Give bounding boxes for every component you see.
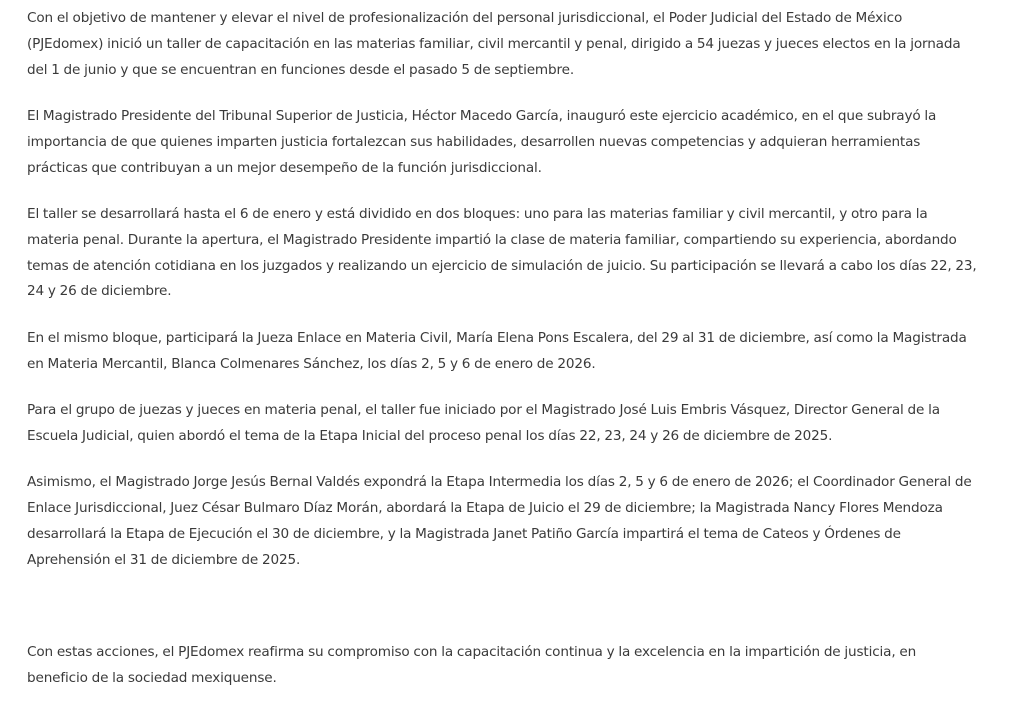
paragraph-civil-block: En el mismo bloque, participará la Jueza Enlace en Materia Civil, María Elena Pons Escalera, del 29 al 31 de diciembre, así como la Magistrada en Materia Mercantil, Blanca Colmenares Sánchez, los días 2, 5 y 6 de enero de 2026. (27, 329, 967, 372)
paragraph-inauguration: El Magistrado Presidente del Tribunal Superior de Justicia, Héctor Macedo García, inauguró este ejercicio académico, en el que subrayó la importancia de que quienes imparten justicia fortalezcan sus habilidades, desarrollen nuevas competencias y adquieran herramientas prácticas que contribuyan a un mejor desempeño de la función jurisdiccional. (27, 107, 937, 176)
paragraph-penal-stages: Asimismo, el Magistrado Jorge Jesús Bernal Valdés expondrá la Etapa Intermedia los días 2, 5 y 6 de enero de 2026; el Coordinador General de Enlace Jurisdiccional, Juez César Bulmaro Díaz Morán, abordará la Etapa de Juicio el 29 de diciembre; la Magistrada Nancy Flores Mendoza desarrollará la Etapa de Ejecución el 30 de diciembre, y la Magistrada Janet Patiño García impartirá el tema de Cateos y Órdenes de Aprehensión el 31 de diciembre de 2025. (27, 474, 972, 568)
paragraph-penal-group: Para el grupo de juezas y jueces en materia penal, el taller fue iniciado por el Magistrado José Luis Embris Vásquez, Director General de la Escuela Judicial, quien abordó el tema de la Etapa Inicial del proceso penal los días 22, 23, 24 y 26 de diciembre de 2025. (27, 401, 940, 444)
paragraph-spacer (27, 594, 977, 620)
article-body (27, 6, 977, 712)
paragraph-schedule: El taller se desarrollará hasta el 6 de enero y está dividido en dos bloques: uno para las materias familiar y civil mercantil, y otro para la materia penal. Durante la apertura, el Magistrado Presidente impartió la clase de materia familiar, compartiendo su experiencia, abordando temas de atención cotidiana en los juzgados y realizando un ejercicio de simulación de juicio. Su participación se llevará a cabo los días 22, 23, 24 y 26 de diciembre. (27, 205, 977, 300)
paragraph-intro: Con el objetivo de mantener y elevar el nivel de profesionalización del personal jurisdiccional, el Poder Judicial del Estado de México (PJEdomex) inició un taller de capacitación en las materias familiar, civil mercantil y penal, dirigido a 54 juezas y jueces electos en la jornada del 1 de junio y que se encuentran en funciones desde el pasado 5 de septiembre. (27, 10, 961, 78)
paragraph-closing: Con estas acciones, el PJEdomex reafirma su compromiso con la capacitación continua y la excelencia en la impartición de justicia, en beneficio de la sociedad mexiquense. (27, 644, 917, 687)
